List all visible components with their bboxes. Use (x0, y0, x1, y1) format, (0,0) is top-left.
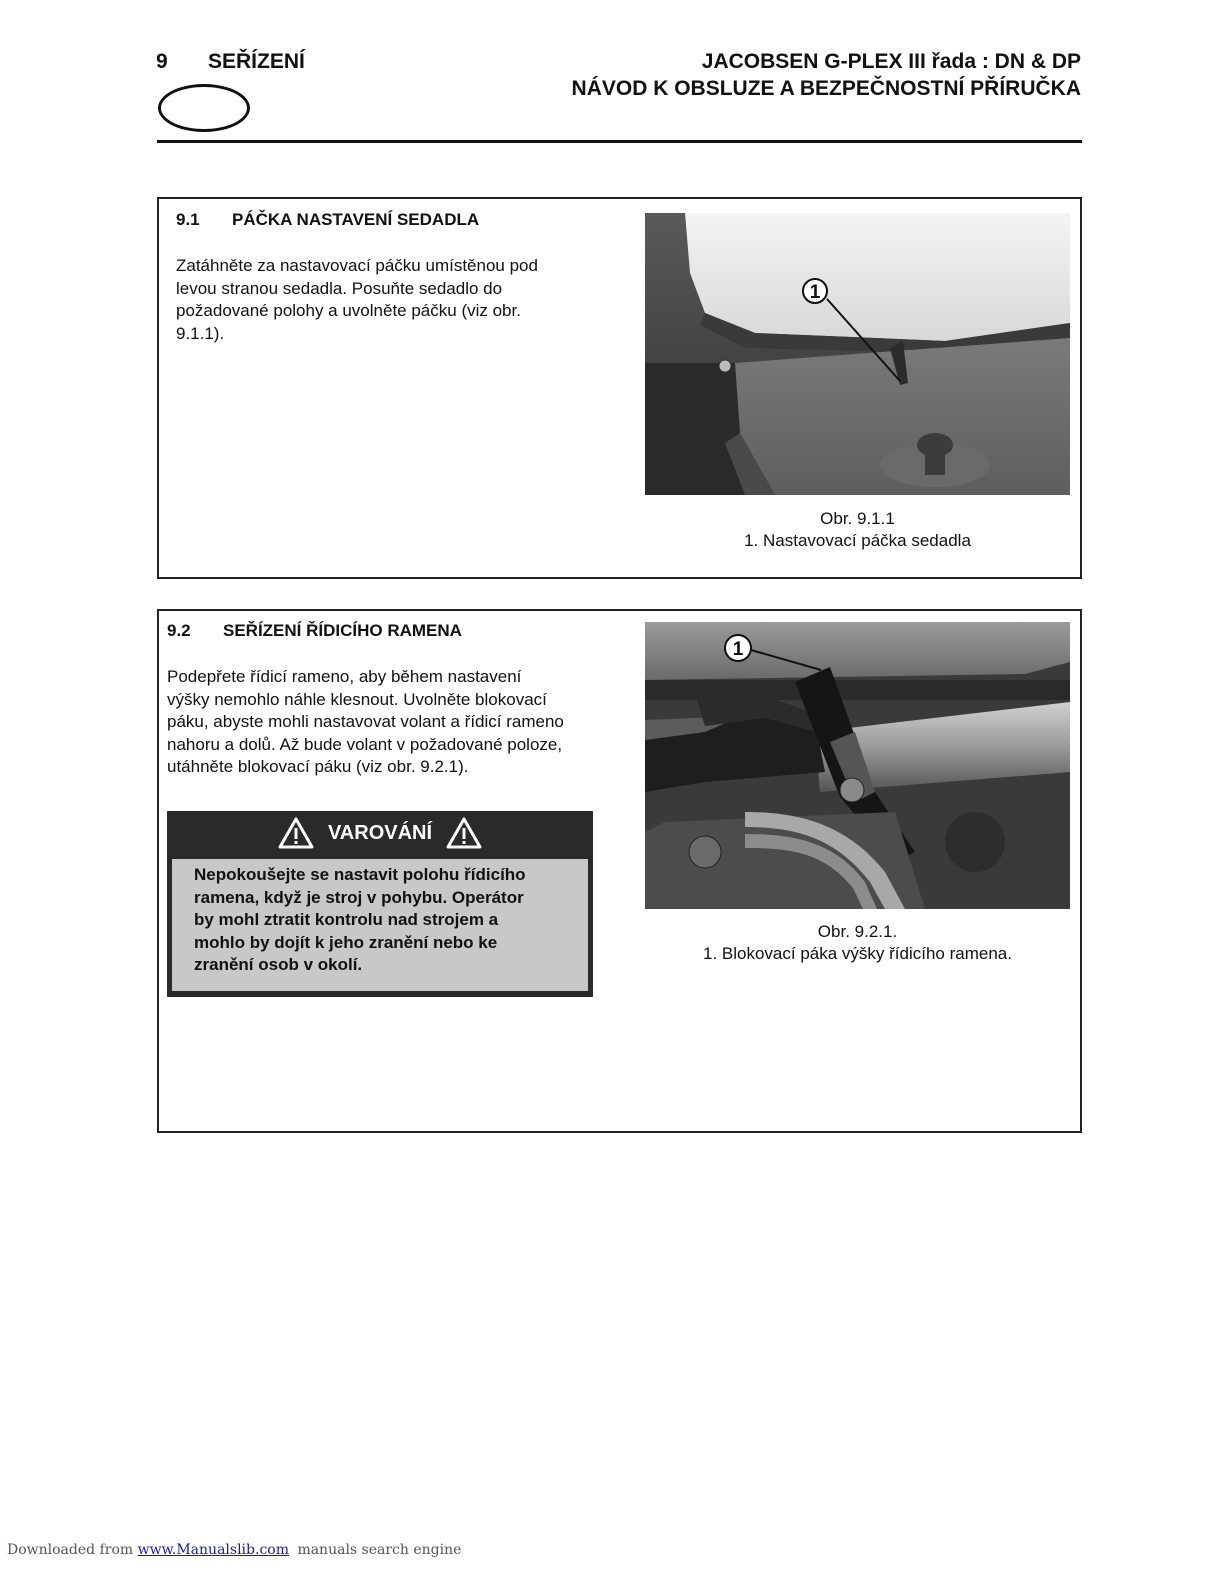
caption-title: Obr. 9.2.1. (817, 922, 898, 941)
caption-item: 1. Nastavovací páčka sedadla (744, 531, 971, 550)
paragraph-line: páku, abyste mohli nastavovat volant a řídicí rameno (167, 712, 564, 731)
warning-triangle-icon (446, 817, 482, 849)
seat-lever-photo-illustration (645, 213, 1070, 495)
warning-line: mohlo by dojít k jeho zranění nebo ke (194, 932, 498, 952)
figure-9-2-1-photo (645, 622, 1070, 909)
callout-number: 1 (732, 639, 744, 660)
section-number: 9.2 (167, 621, 191, 640)
paragraph-line: výšky nemohlo náhle klesnout. Uvolněte blokovací (167, 689, 547, 709)
figure-9-1-1-photo (645, 213, 1070, 495)
warning-line: Nepokoušejte se nastavit polohu řídicího (194, 865, 526, 884)
footer-prefix: Downloaded from (7, 1542, 134, 1558)
figure-9-2-1-caption (645, 921, 1070, 965)
figure-9-1-1-caption (645, 508, 1070, 552)
paragraph-line: levou stranou sedadla. Posuňte sedadlo do (176, 278, 503, 298)
paragraph-line: Zatáhněte za nastavovací páčku umístěnou pod (176, 256, 538, 275)
section-title: PÁČKA NASTAVENÍ SEDADLA (232, 210, 480, 229)
footer-suffix: manuals search engine (297, 1542, 462, 1558)
chapter-title: SEŘÍZENÍ (208, 50, 305, 73)
product-line: JACOBSEN G-PLEX III řada : DN & DP (701, 50, 1081, 73)
section-title: SEŘÍZENÍ ŘÍDICÍHO RAMENA (223, 621, 462, 640)
warning-title: VAROVÁNÍ (327, 821, 433, 844)
warning-box (167, 811, 593, 997)
steering-arm-photo-illustration (645, 622, 1070, 909)
warning-line: by mohl ztratit kontrolu nad strojem a (194, 910, 499, 929)
section-9-2-paragraph (167, 666, 617, 779)
warning-line: zranění osob v okolí. (194, 955, 363, 974)
section-9-1-paragraph (176, 255, 616, 345)
manual-title: NÁVOD K OBSLUZE A BEZPEČNOSTNÍ PŘÍRUČKA (571, 77, 1081, 100)
header-divider (157, 140, 1082, 143)
paragraph-line: nahoru a dolů. Až bude volant v požadované poloze, (167, 734, 563, 754)
paragraph-line: utáhněte blokovací páku (viz obr. 9.2.1). (167, 757, 469, 776)
download-footer (7, 1542, 461, 1558)
warning-header (167, 811, 593, 857)
chapter-number: 9 (156, 50, 168, 73)
paragraph-line: 9.1.1). (176, 323, 225, 343)
paragraph-line: požadované polohy a uvolněte páčku (viz obr. (176, 301, 521, 320)
language-oval-mark (158, 84, 250, 132)
section-number: 9.1 (176, 210, 200, 229)
caption-item: 1. Blokovací páka výšky řídicího ramena. (703, 944, 1012, 963)
paragraph-line: Podepřete řídicí rameno, aby během nastavení (167, 667, 522, 686)
warning-triangle-icon (278, 817, 314, 849)
caption-title: Obr. 9.1.1 (820, 509, 895, 528)
section-9-2-heading (167, 621, 462, 641)
warning-body (172, 859, 588, 991)
section-9-1-heading (176, 210, 479, 230)
callout-number: 1 (809, 282, 821, 303)
warning-line: ramena, když je stroj v pohybu. Operátor (194, 887, 524, 907)
manualslib-link[interactable]: www.Manualslib.com (137, 1542, 289, 1558)
